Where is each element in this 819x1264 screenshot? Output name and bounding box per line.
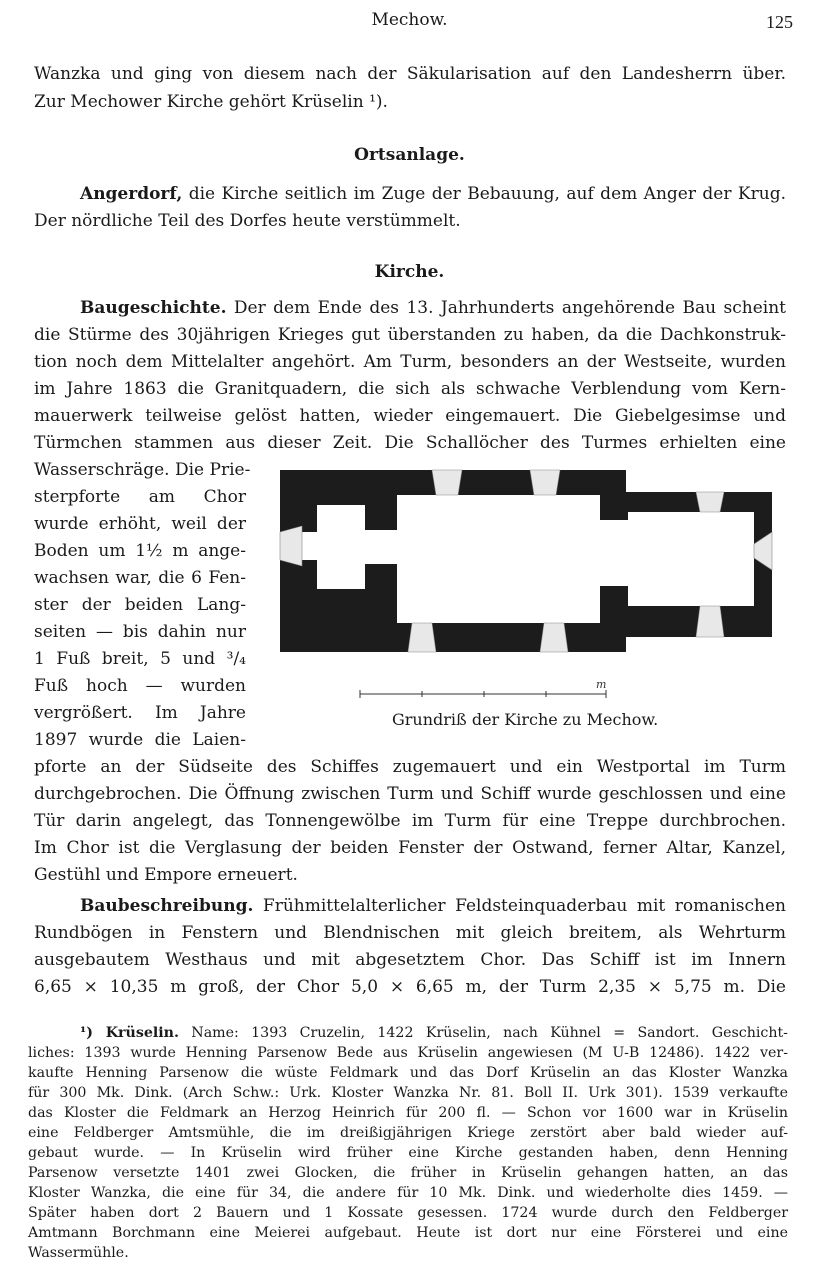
room-chor <box>628 512 754 606</box>
side-line: ster der beiden Lang- <box>34 595 246 615</box>
scale-unit: m <box>596 678 607 691</box>
section-heading-ortsanlage: Ortsanlage. <box>354 145 465 165</box>
baubeschreibung-line <box>80 893 786 920</box>
body-line: durchgebrochen. Die Öffnung zwischen Turm und Schiff wurde geschlossen und eine <box>34 784 786 804</box>
body-line: Gestühl und Empore erneuert. <box>34 865 298 885</box>
footnote-line: Amtmann Borchmann eine Meierei aufgebaut. Heute ist dort nur eine Försterei und eine <box>28 1225 788 1241</box>
body-line: Tür darin angelegt, das Tonnengewölbe im Turm für eine Treppe durchbrochen. <box>34 811 786 831</box>
footnote-line: Parsenow versetzte 1401 zwei Glocken, die früher in Krüselin gehangen hatten, an das <box>28 1165 788 1181</box>
baugeschichte-line <box>80 295 786 322</box>
room-schiff <box>397 495 600 623</box>
side-line: Fuß hoch — wurden <box>34 676 246 696</box>
body-line: mauerwerk teilweise gelöst hatten, wieder eingemauert. Die Giebelgesimse und <box>34 406 786 426</box>
baubeschreibung-lead: Baubeschreibung. <box>80 896 254 916</box>
footnote-line: eine Feldberger Amtsmühle, die im dreißigjährigen Kriege zerstört aber bald wieder auf- <box>28 1125 788 1141</box>
footnote-text: Name: 1393 Cruzelin, 1422 Krüselin, nach Kühnel = Sandort. Geschicht- <box>178 1025 788 1041</box>
figure-caption: Grundriß der Kirche zu Mechow. <box>392 710 659 729</box>
footnote-label: ¹) Krüselin. <box>80 1025 179 1041</box>
passage-schiff-chor <box>600 520 628 586</box>
ortsanlage-text: die Kirche seitlich im Zuge der Bebauung, auf dem Anger der Krug. <box>182 184 786 204</box>
side-line: wachsen war, die 6 Fen- <box>34 568 246 588</box>
side-line: seiten — bis dahin nur <box>34 622 246 642</box>
body-line: pforte an der Südseite des Schiffes zugemauert und ein Westportal im Turm <box>34 757 786 777</box>
ortsanlage-line <box>80 181 786 208</box>
body-line: Im Chor ist die Verglasung der beiden Fenster der Ostwand, ferner Altar, Kanzel, <box>34 838 786 858</box>
side-line: wurde erhöht, weil der <box>34 514 246 534</box>
church-floor-plan <box>262 462 796 707</box>
side-line: vergrößert. Im Jahre <box>34 703 246 723</box>
running-title: Mechow. <box>371 10 448 30</box>
passage-turm-schiff <box>365 530 397 564</box>
ortsanlage-line: Der nördliche Teil des Dorfes heute verstümmelt. <box>34 211 461 231</box>
body-line: im Jahre 1863 die Granitquadern, die sich als schwache Verblendung vom Kern- <box>34 379 786 399</box>
scale-bar <box>360 690 606 698</box>
side-line: sterpforte am Chor <box>34 487 246 507</box>
room-turm <box>317 505 365 589</box>
footnote-line: Kloster Wanzka, die eine für 34, die andere für 10 Mk. Dink. und wiederholte dies 1459. — <box>28 1185 788 1201</box>
section-heading-kirche: Kirche. <box>374 262 445 282</box>
window-north-1 <box>432 470 462 495</box>
footnote-line: liches: 1393 wurde Henning Parsenow Bede aus Krüselin angewiesen (M U-B 12486). 1422 ver- <box>28 1045 788 1061</box>
body-line: ausgebautem Westhaus und mit abgesetztem Chor. Das Schiff ist im Innern <box>34 950 786 970</box>
footnote-line <box>80 1024 788 1044</box>
intro-line: Wanzka und ging von diesem nach der Säkularisation auf den Landesherrn über. <box>34 64 786 84</box>
body-line: Rundbögen in Fenstern und Blendnischen mit gleich breitem, als Wehrturm <box>34 923 786 943</box>
footnote-line: gebaut wurde. — In Krüselin wird früher eine Kirche gestanden haben, denn Henning <box>28 1145 788 1161</box>
body-line: 6,65 × 10,35 m groß, der Chor 5,0 × 6,65 m, der Turm 2,35 × 5,75 m. Die <box>34 977 786 997</box>
baugeschichte-lead: Baugeschichte. <box>80 298 227 318</box>
baugeschichte-text: Der dem Ende des 13. Jahrhunderts angehörende Bau scheint <box>226 298 786 318</box>
side-line: 1897 wurde die Laien- <box>34 730 246 750</box>
baubeschreibung-text: Frühmittelalterlicher Feldsteinquaderbau mit romanischen <box>253 896 786 916</box>
footnote-line: kaufte Henning Parsenow die wüste Feldmark und das Dorf Krüselin an das Kloster Wanzka <box>28 1065 788 1081</box>
footnote-line: für 300 Mk. Dink. (Arch Schw.: Urk. Kloster Wanzka Nr. 81. Boll II. Urk 301). 1539 verkaufte <box>28 1085 788 1101</box>
window-chor-south <box>696 606 724 637</box>
floor-plan-drawing <box>262 462 796 707</box>
turm-west-splay <box>280 526 302 566</box>
window-south-1 <box>408 623 436 652</box>
page-number: 125 <box>766 12 793 32</box>
footnote-line: Später haben dort 2 Bauern und 1 Kossate gesessen. 1724 wurde durch den Feldberger <box>28 1205 788 1221</box>
side-line: Boden um 1½ m ange- <box>34 541 246 561</box>
side-line: Wasserschräge. Die Prie- <box>34 460 251 480</box>
footnote-line: Wassermühle. <box>28 1245 129 1261</box>
window-south-2 <box>540 623 568 652</box>
window-north-2 <box>530 470 560 495</box>
footnote-line: das Kloster die Feldmark an Herzog Heinrich für 200 fl. — Schon vor 1600 war in Krüselin <box>28 1105 788 1121</box>
ortsanlage-lead: Angerdorf, <box>80 184 183 204</box>
body-line: tion noch dem Mittelalter angehört. Am Turm, besonders an der Westseite, wurden <box>34 352 786 372</box>
intro-line: Zur Mechower Kirche gehört Krüselin ¹). <box>34 92 388 112</box>
body-line: die Stürme des 30jährigen Krieges gut überstanden zu haben, da die Dachkonstruk- <box>34 325 786 345</box>
window-chor-north <box>696 492 724 512</box>
body-line: Türmchen stammen aus dieser Zeit. Die Schallöcher des Turmes erhielten eine <box>34 433 786 453</box>
side-line: 1 Fuß breit, 5 und ³/₄ <box>34 649 246 669</box>
